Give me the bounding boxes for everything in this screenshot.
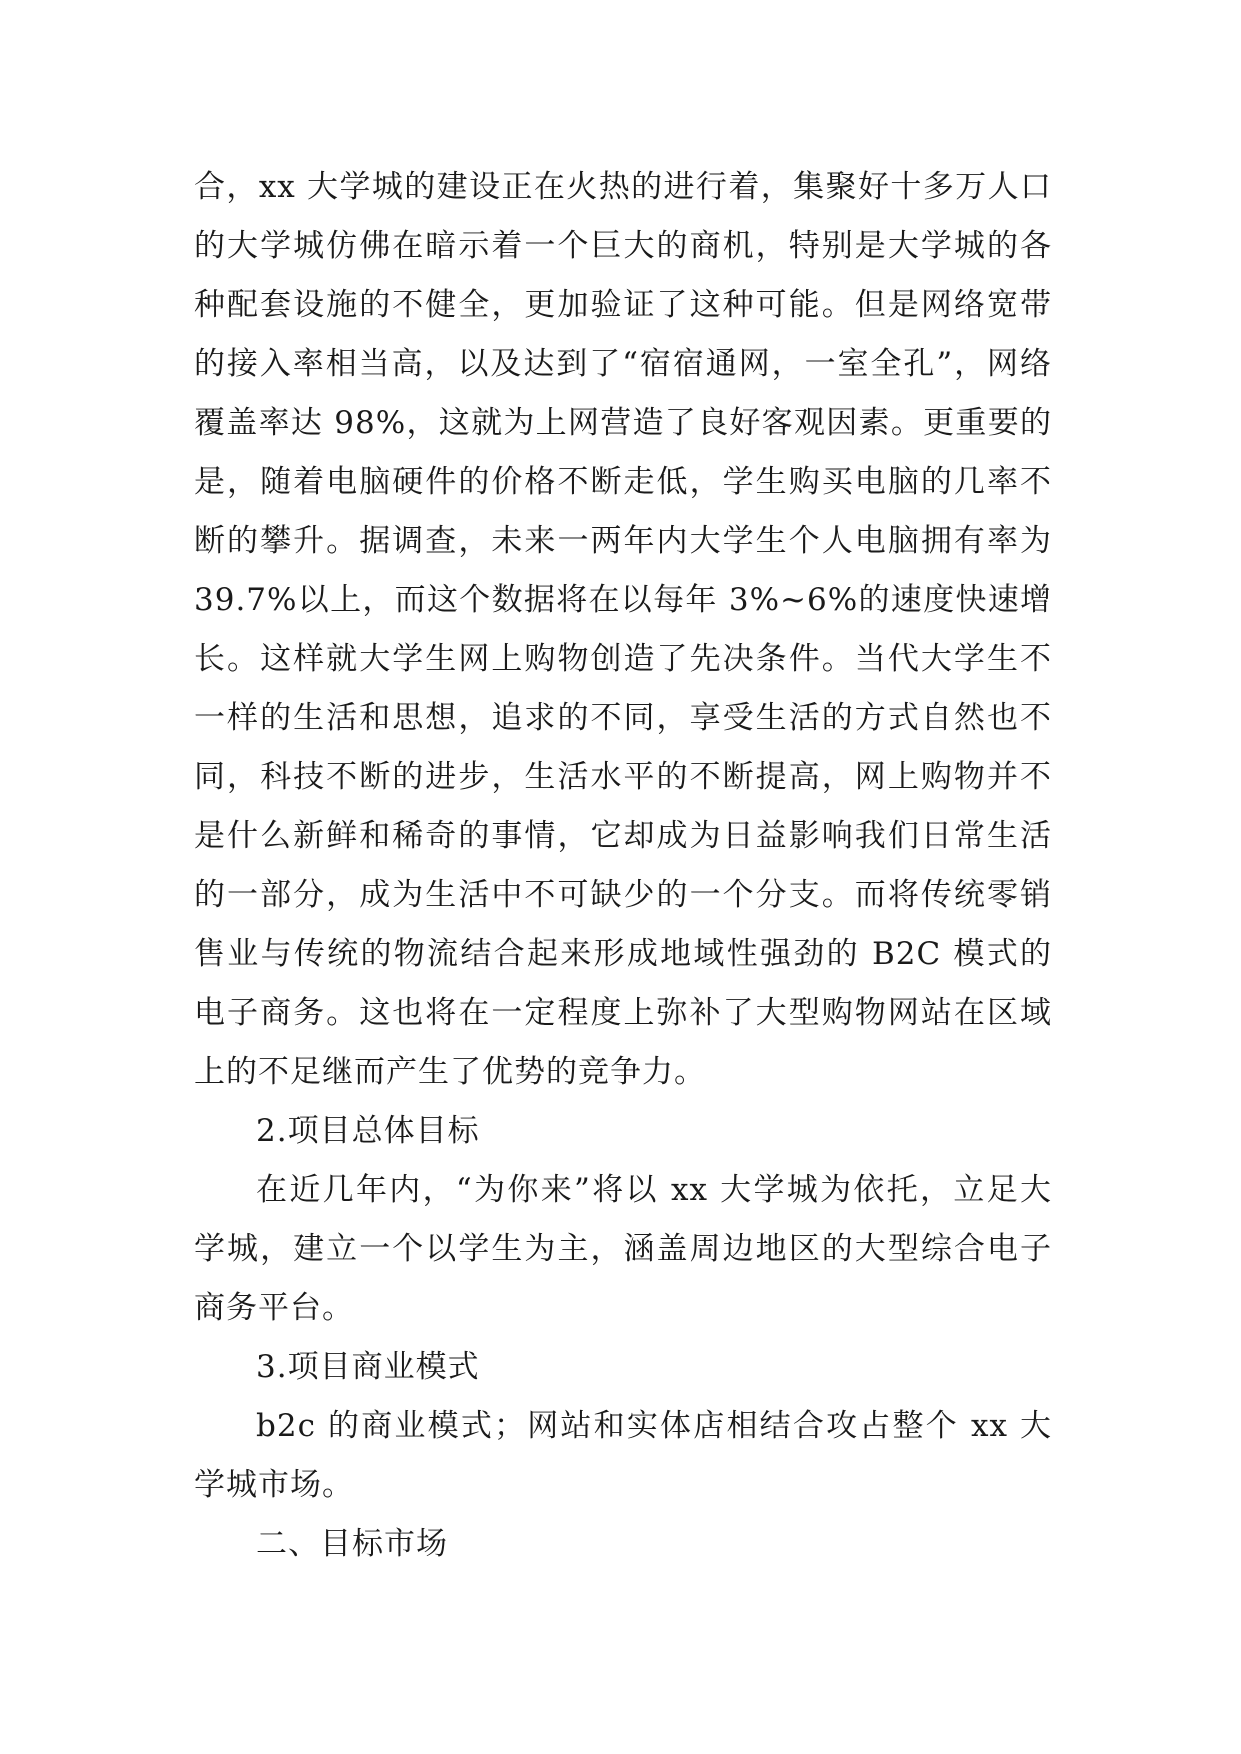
body-paragraph: b2c 的商业模式；网站和实体店相结合攻占整个 xx 大学城市场。 (194, 1408, 1052, 1503)
document-body (194, 158, 1052, 1574)
body-paragraph: 合，xx 大学城的建设正在火热的进行着，集聚好十多万人口的大学城仿佛在暗示着一个巨大的商机，特别是大学城的各种配套设施的不健全，更加验证了这种可能。但是网络宽带的接入率相当高，以及达到了“宿宿通网，一室全孔”，网络覆盖率达 98%，这就为上网营造了良好客观因素。更重要的是，随着电脑硬件的价格不断走低，学生购买电脑的几率不断的攀升。据调查，未来一两年内大学生个人电脑拥有率为 39.7%以上，而这个数据将在以每年 3%~6%的速度快速增长。这样就大学生网上购物创造了先决条件。当代大学生不一样的生活和思想，追求的不同，享受生活的方式自然也不同，科技不断的进步，生活水平的不断提高，网上购物并不是什么新鲜和稀奇的事情，它却成为日益影响我们日常生活的一部分，成为生活中不可缺少的一个分支。而将传统零销售业与传统的物流结合起来形成地域性强劲的 B2C 模式的电子商务。这也将在一定程度上弥补了大型购物网站在区域上的不足继而产生了优势的竞争力。 (194, 169, 1052, 1090)
section-heading: 2.项目总体目标 (256, 1113, 480, 1149)
section-heading: 二、目标市场 (256, 1526, 448, 1562)
section-heading: 3.项目商业模式 (256, 1349, 480, 1385)
body-paragraph: 在近几年内，“为你来”将以 xx 大学城为依托，立足大学城，建立一个以学生为主，涵盖周边地区的大型综合电子商务平台。 (194, 1172, 1052, 1326)
